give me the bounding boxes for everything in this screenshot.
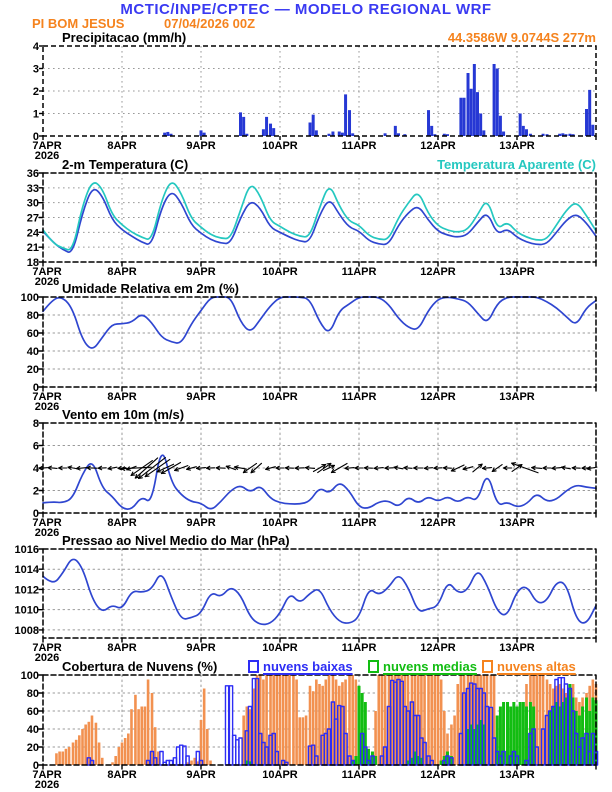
- legend-item-nuvens-altas: [482, 659, 576, 674]
- location-label: 44.3586W 9.0744S 277m: [447, 30, 596, 45]
- precipitation-panel-title: Precipitacao (mm/h): [62, 30, 187, 45]
- humidity-panel-title: Umidade Relativa em 2m (%): [62, 281, 240, 296]
- nuvens-altas-swatch-icon: [482, 660, 493, 673]
- clouds-panel-title: Cobertura de Nuvens (%): [62, 659, 218, 674]
- station-label: PI BOM JESUS: [32, 16, 125, 31]
- model-run-label: 07/04/2026 00Z: [164, 16, 256, 31]
- apparent-temperature-label: Temperatura Aparente (C): [437, 157, 596, 172]
- pressure-panel-title: Pressao ao Nivel Medio do Mar (hPa): [62, 533, 290, 548]
- legend-item-nuvens-baixas: [248, 659, 353, 674]
- wind-panel-title: Vento em 10m (m/s): [62, 407, 185, 422]
- legend-item-nuvens-medias: [368, 659, 477, 674]
- nuvens-baixas-swatch-icon: [248, 660, 259, 673]
- legend-label-nuvens-medias: nuvens medias: [383, 659, 477, 674]
- temperature-panel-title: 2-m Temperatura (C): [62, 157, 189, 172]
- nuvens-medias-swatch-icon: [368, 660, 379, 673]
- legend-label-nuvens-baixas: nuvens baixas: [263, 659, 353, 674]
- legend-label-nuvens-altas: nuvens altas: [497, 659, 576, 674]
- page-title: MCTIC/INPE/CPTEC — MODELO REGIONAL WRF: [120, 1, 492, 18]
